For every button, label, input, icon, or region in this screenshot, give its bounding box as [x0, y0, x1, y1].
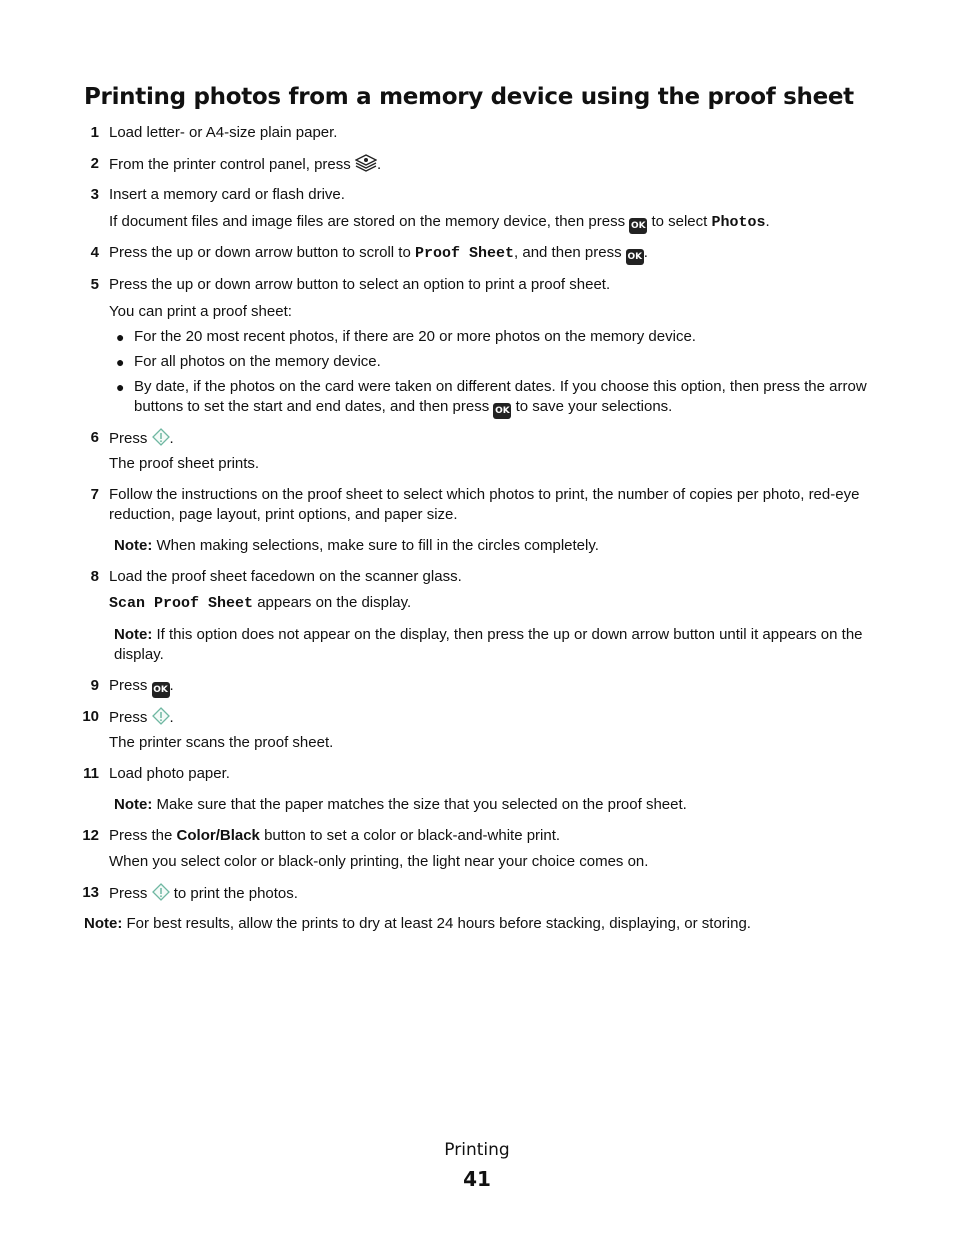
- page-number: 41: [463, 1167, 491, 1191]
- step-text: [109, 154, 879, 178]
- note-label: Note:: [84, 915, 123, 932]
- display-text: Scan Proof Sheet: [109, 595, 254, 612]
- note-text: [114, 625, 874, 665]
- step-text-part: , and then press: [514, 244, 622, 261]
- step-text: [109, 707, 879, 731]
- step-text-part: .: [643, 244, 648, 261]
- display-text: Photos: [711, 214, 766, 231]
- start-diamond-icon: [152, 883, 170, 907]
- step-text-part: to save your selections.: [515, 398, 673, 415]
- step-text-part: Press: [109, 677, 148, 694]
- note-body: When making selections, make sure to fill in the circles completely.: [156, 537, 599, 554]
- step-text: Load the proof sheet facedown on the scanner glass.: [109, 568, 462, 585]
- step-number: 9: [90, 677, 99, 694]
- step-text: Load letter- or A4-size plain paper.: [109, 124, 338, 141]
- step-number: 2: [90, 155, 99, 172]
- step-text-part: .: [376, 156, 382, 173]
- step-text-part: From the printer control panel, press: [109, 156, 351, 173]
- step-detail: The printer scans the proof sheet.: [109, 734, 334, 751]
- step-number: 10: [82, 708, 99, 725]
- step-text-part: appears on the display.: [257, 594, 412, 611]
- step-detail: When you select color or black-only printing, the light near your choice comes on.: [109, 853, 649, 870]
- step-text-part: to print the photos.: [173, 885, 298, 902]
- note-label: Note:: [114, 796, 153, 813]
- step-text-part: Press the up or down arrow button to scroll to: [109, 244, 411, 261]
- bullet-text: For all photos on the memory device.: [134, 353, 381, 370]
- step-number: 8: [90, 568, 99, 585]
- step-number: 5: [90, 276, 99, 293]
- step-number: 1: [90, 124, 99, 141]
- bullet-icon: ●: [116, 329, 125, 345]
- note-label: Note:: [114, 537, 153, 554]
- bullet-text: For the 20 most recent photos, if there are 20 or more photos on the memory device.: [134, 328, 696, 345]
- step-detail: [109, 212, 879, 234]
- note-body: Make sure that the paper matches the size that you selected on the proof sheet.: [156, 796, 687, 813]
- step-text: [109, 826, 879, 846]
- step-number: 7: [90, 486, 99, 503]
- step-number: 12: [82, 827, 99, 844]
- step-text: [109, 883, 879, 907]
- footer-section-title: Printing: [444, 1140, 510, 1160]
- step-text: [109, 676, 879, 698]
- step-detail: You can print a proof sheet:: [109, 303, 292, 320]
- page-title: Printing photos from a memory device using the proof sheet: [84, 84, 854, 110]
- bullet-text: [134, 377, 874, 419]
- ok-button-icon: OK: [152, 682, 170, 698]
- step-text-part: Press: [109, 430, 148, 447]
- note-text: [84, 914, 884, 934]
- step-text-part: button to set a color or black-and-white print.: [264, 827, 561, 844]
- step-text-part: Press the: [109, 827, 173, 844]
- step-text: [109, 243, 879, 265]
- ok-button-icon: OK: [629, 218, 647, 234]
- photo-icon: [355, 154, 377, 178]
- step-text: [109, 428, 879, 452]
- note-text: [114, 536, 874, 556]
- step-number: 3: [90, 186, 99, 203]
- start-diamond-icon: [152, 428, 170, 452]
- bullet-icon: ●: [116, 379, 125, 395]
- ok-button-icon: OK: [626, 249, 644, 265]
- step-text-part: .: [169, 430, 174, 447]
- bullet-icon: ●: [116, 354, 125, 370]
- step-text: Press the up or down arrow button to select an option to print a proof sheet.: [109, 276, 611, 293]
- step-text: Follow the instructions on the proof sheet to select which photos to print, the number of copies per photo, red-eye reduction, page layout, print options, and paper size.: [109, 486, 860, 523]
- step-number: 11: [83, 765, 99, 782]
- step-text: Insert a memory card or flash drive.: [109, 186, 345, 203]
- note-label: Note:: [114, 626, 153, 643]
- step-number: 6: [90, 429, 99, 446]
- button-name: Color/Black: [176, 827, 260, 844]
- step-text-part: .: [169, 709, 174, 726]
- step-number: 13: [82, 884, 99, 901]
- display-text: Proof Sheet: [415, 245, 515, 262]
- note-body: For best results, allow the prints to dry at least 24 hours before stacking, displaying, or storing.: [126, 915, 751, 932]
- note-text: [114, 795, 874, 815]
- ok-button-icon: OK: [493, 403, 511, 419]
- step-text-part: If document files and image files are stored on the memory device, then press: [109, 213, 626, 230]
- step-detail: [109, 593, 879, 614]
- step-text-part: By date, if the photos on the card were taken on different dates. If you choose this option, then press the arrow buttons to set the start and end dates, and then press: [134, 378, 867, 415]
- step-text-part: to select: [651, 213, 708, 230]
- start-diamond-icon: [152, 707, 170, 731]
- step-text-part: Press: [109, 709, 148, 726]
- note-body: If this option does not appear on the display, then press the up or down arrow button until it appears on the display.: [114, 626, 863, 663]
- step-detail: The proof sheet prints.: [109, 455, 260, 472]
- step-text-part: .: [169, 677, 174, 694]
- step-text: Load photo paper.: [109, 765, 230, 782]
- step-text-part: Press: [109, 885, 148, 902]
- step-number: 4: [90, 244, 99, 261]
- step-text-part: .: [765, 213, 770, 230]
